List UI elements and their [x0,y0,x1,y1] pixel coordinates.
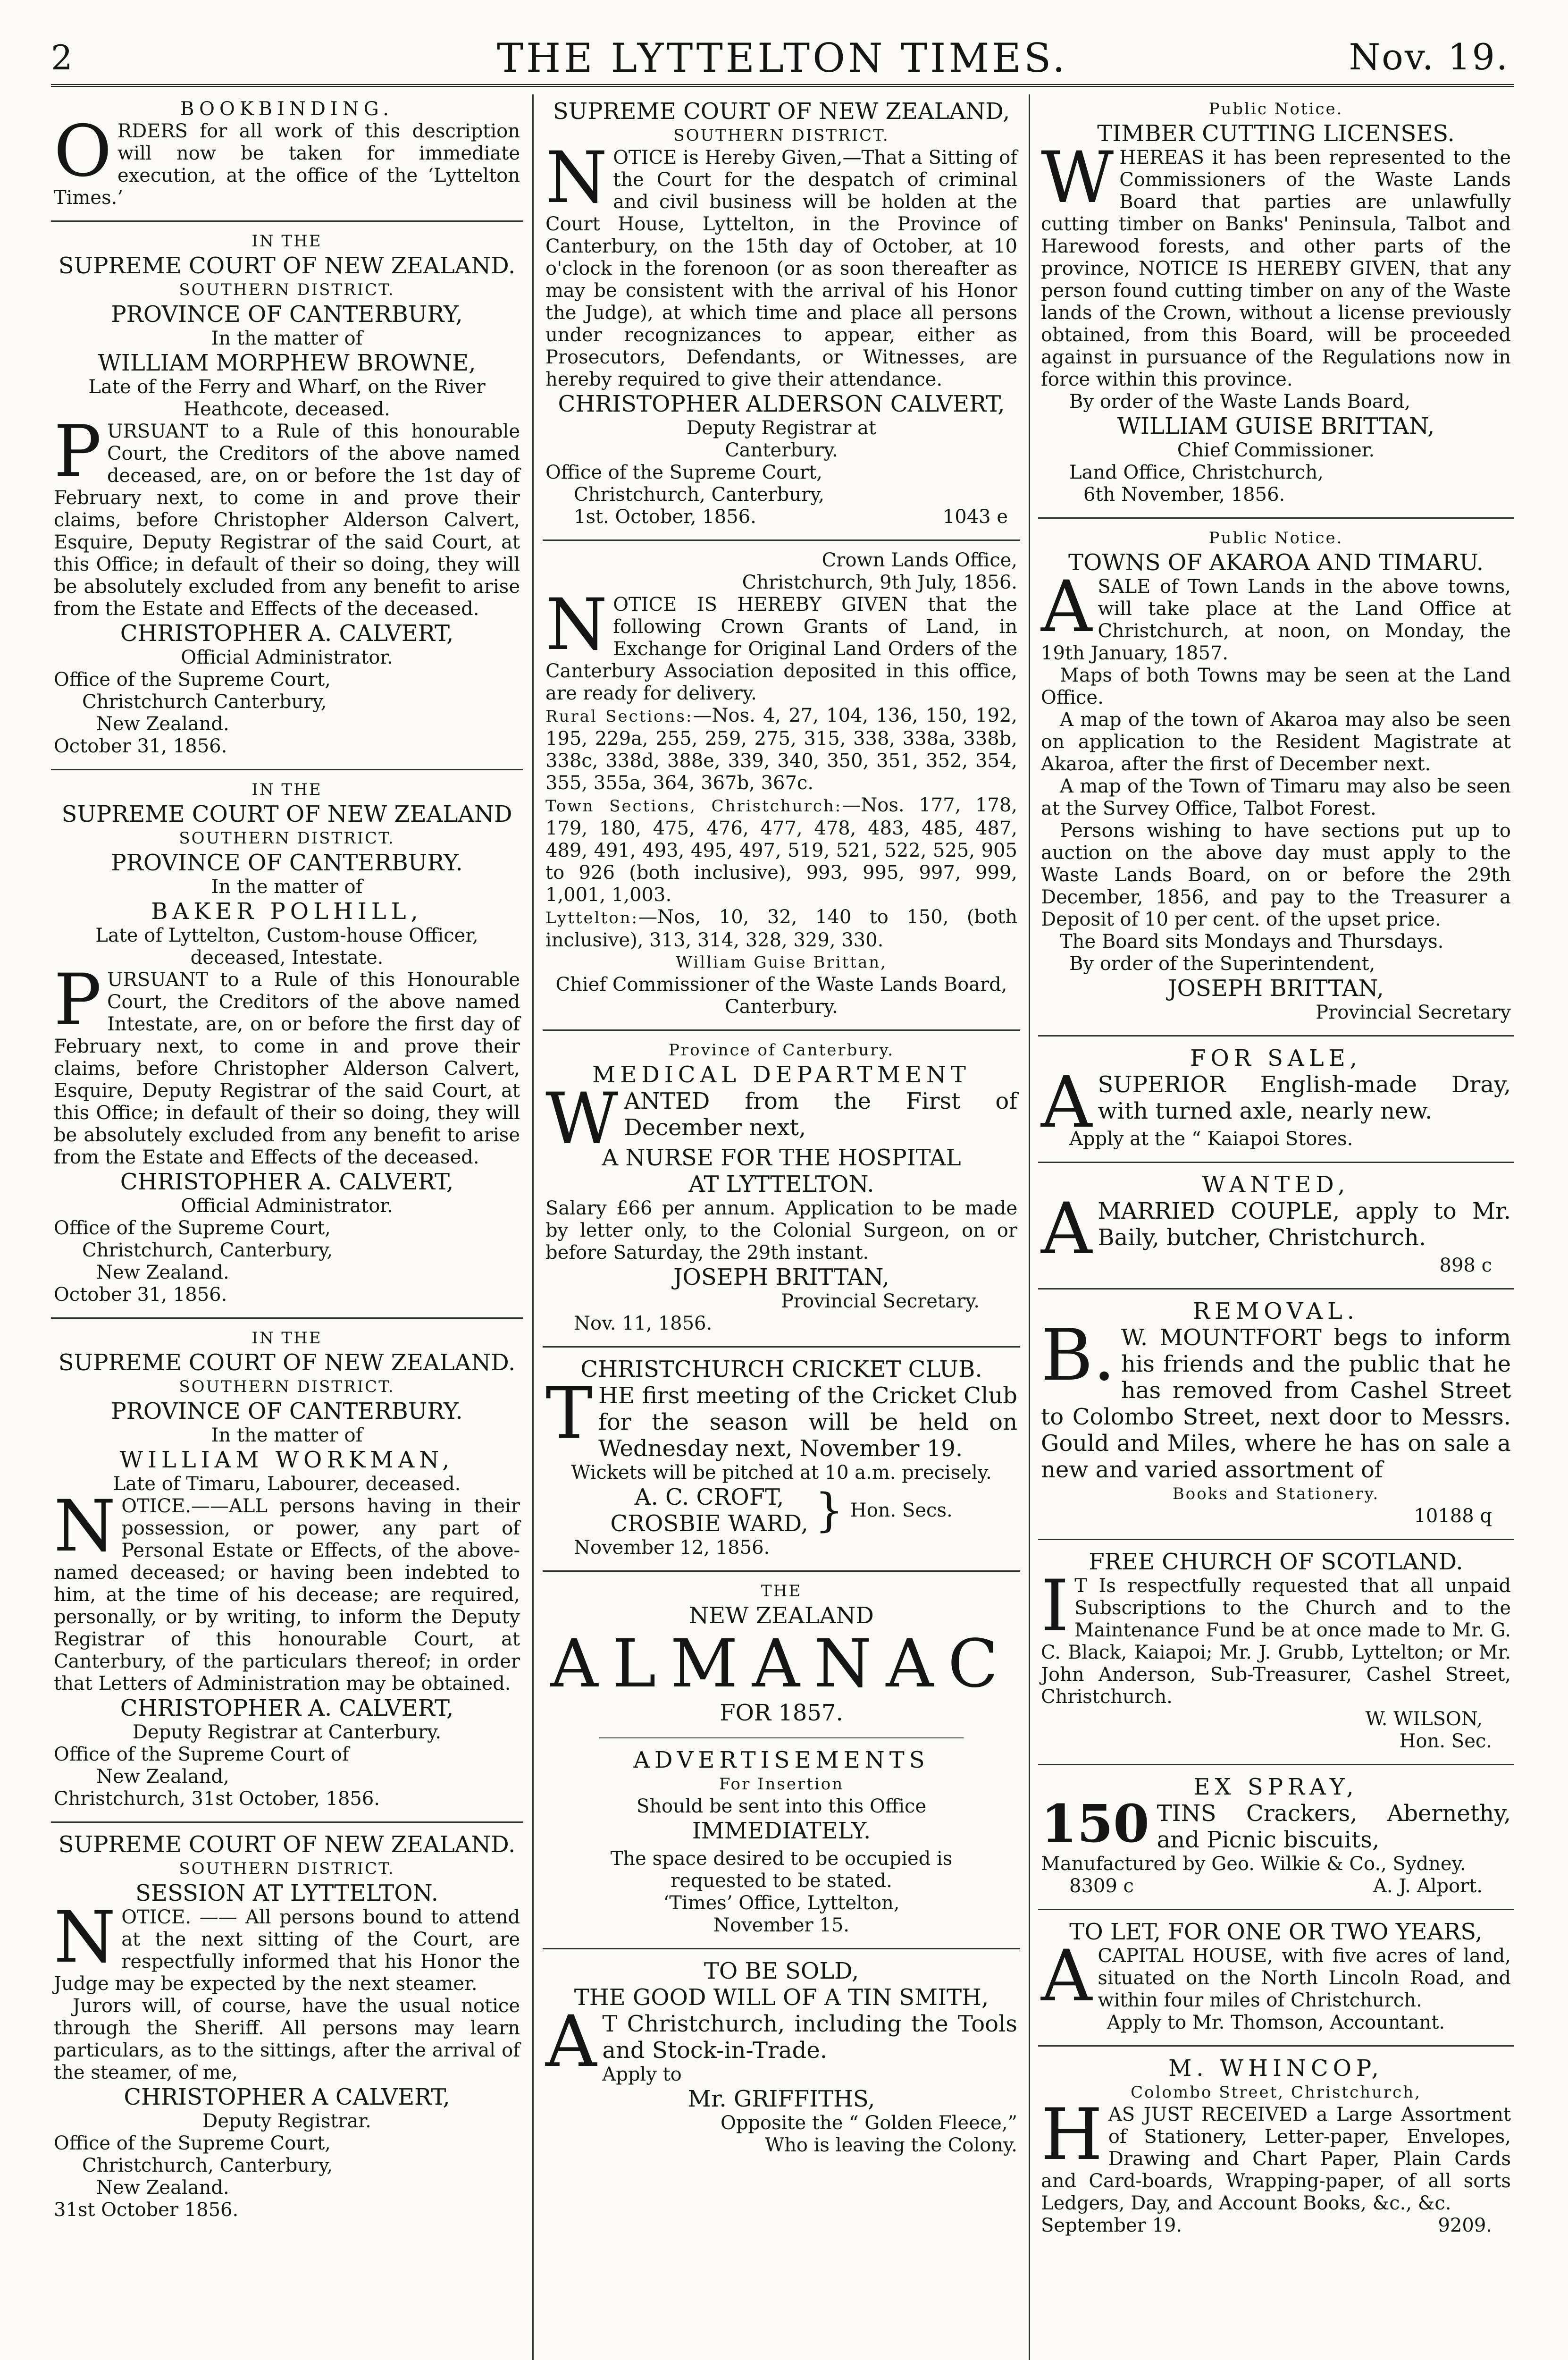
removal-ad [1038,1294,1514,1534]
deceased-description: Late of the Ferry and Wharf, on the River Heathcote, deceased. [88,376,486,420]
court-heading: SUPREME COURT OF NEW ZEALAND. [58,1831,516,1858]
in-the-label: IN THE [252,232,322,251]
matter-label: In the matter of [211,1424,363,1446]
dropcap: N [545,584,608,666]
ex-spray-ad [1038,1770,1514,1904]
divider [1038,2045,1514,2047]
position-line-1: A NURSE FOR THE HOSPITAL [602,1145,961,1171]
manufacturer-line: Manufactured by Geo. Wilkie & Co., Sydney. [1041,1853,1466,1875]
ad-text: CAPITAL HOUSE, with five acres of land, situated on the North Lincoln Road, and within four miles of Christchurch. [1098,1945,1511,2011]
town-sections: —Nos. 177, 178, 179, 180, 475, 476, 477, 478, 483, 485, 487, 489, 491, 493, 495, 497, 519, 521, 522, 525, 905 to 926 (both inclusive), 993, 995, 997, 999, 1,001, 1,003. [545,794,1017,906]
divider [1038,1288,1514,1290]
signer-role: Chief Commissioner. [1177,439,1375,461]
wickets-text: Wickets will be pitched at 10 a.m. precisely. [571,1462,992,1483]
signer-role: Hon. Sec. [1399,1730,1492,1752]
divider [543,539,1020,541]
office-line: Crown Lands Office, [822,549,1017,571]
dropcap: A [1041,1062,1092,1144]
divider [1038,517,1514,519]
divider [51,1317,523,1319]
board-sits-text: The Board sits Mondays and Thursdays. [1060,931,1444,952]
ad-reference: 1043 e [942,506,1008,528]
signer-name: CHRISTOPHER A CALVERT, [124,2084,450,2110]
ad-text: T Is respectfully requested that all unpaid Subscriptions to the Church and to the Maintenance Fund be at once made to Mr. G. C. Black, Kaiapoi; Mr. J. Grubb, Lyttelton; or Mr. John Anderson, Sub-Treasurer, Cashel Street, Christchurch. [1041,1575,1511,1708]
medical-department-ad [543,1036,1020,1341]
deceased-description: Late of Timaru, Labourer, deceased. [113,1473,461,1495]
signer-role: Official Administrator. [181,647,393,668]
apply-line: Apply to Mr. Thomson, Accountant. [1107,2012,1445,2033]
divider [543,1029,1020,1031]
district-label: SOUTHERN DISTRICT. [673,126,889,145]
dropcap: N [545,137,608,219]
tinsmith-ad [543,1954,1020,2163]
dropcap: I [1041,1565,1069,1647]
workman-notice [51,1323,523,1817]
divider [51,1821,523,1823]
adverts-text: Should be sent into this Office [636,1795,927,1817]
free-church-ad [1038,1545,1514,1759]
secretary-name-2: CROSBIE WARD, [610,1510,808,1537]
signer-name: CHRISTOPHER A. CALVERT, [120,620,454,647]
place-line: Canterbury. [725,996,838,1018]
ad-reference: 10188 q [1414,1505,1492,1527]
for-sale-ad [1038,1041,1514,1157]
office-line: Office of the Supreme Court, [54,2132,331,2154]
contact-name: Mr. GRIFFITHS, [688,2086,875,2112]
deceased-name: BAKER POLHILL, [151,898,423,925]
province-heading: PROVINCE OF CANTERBURY. [111,850,463,876]
adverts-immediately: IMMEDIATELY. [692,1818,871,1844]
district-label: SOUTHERN DISTRICT. [179,280,395,299]
district-label: SOUTHERN DISTRICT. [179,1377,395,1396]
notice-date: November 15. [713,1914,849,1936]
notice-text: OTICE is Hereby Given,—That a Sitting of the Court for the despatch of criminal and civil business will be holden at the Court House, Lyttelton, in the Province of Canterbury, on the 15th day of October, at 10 o'clock in the forenoon (or as soon thereafter as may be consistent with the arrival of his Honor the Judge), at which time and place all persons under recognizances to appear, either as Prosecutors, Defendants, or Witnesses, are hereby required to give their attendance. [545,147,1017,390]
crown-grants-notice [543,546,1020,1025]
notice-text: URSUANT to a Rule of this Honourable Court, the Creditors of the above named Intestate, are, on or before the first day of February next, to come in and prove their claims, before Christopher Alderson Calvert, Esquire, Deputy Registrar of the said Court, at this Office; in default of their so doing, they will be absolutely excluded from any benefit to arise from the Estate and Effects of the deceased. [54,969,520,1168]
notice-date: October 31, 1856. [54,735,227,757]
dropcap: P [54,411,101,493]
signer-name: JOSEPH BRITTAN, [673,1264,889,1290]
books-line: Books and Stationery. [1172,1484,1380,1503]
country-line: New Zealand. [96,1262,229,1283]
dropcap: W [1041,137,1114,219]
divider [1038,1764,1514,1765]
ad-title: TO LET, FOR ONE OR TWO YEARS, [1069,1919,1483,1945]
divider [1038,1909,1514,1910]
divider [51,769,523,770]
adverts-subtitle: For Insertion [719,1775,844,1794]
office-line: Office of the Supreme Court, [54,669,331,691]
notice-date: 31st October 1856. [54,2199,239,2221]
signer-name: William Guise Brittan, [676,953,887,972]
auction-text: Persons wishing to have sections put up to auction on the above day must apply to the Waste Lands Board, on or before the 29th December, 1856, and pay to the Treasurer a Deposit of 10 per cent. of the upset price. [1041,820,1511,930]
page-number: 2 [51,38,73,77]
adverts-title: ADVERTISEMENTS [633,1747,930,1773]
lyttelton-label: Lyttelton: [545,909,638,927]
district-label: SOUTHERN DISTRICT. [179,1859,395,1878]
ad-reference: 898 c [1439,1255,1492,1276]
office-line: Land Office, Christchurch, [1069,462,1324,483]
column-rule-1 [532,94,534,2360]
whincop-ad [1038,2051,1514,2243]
column-rule-2 [1029,94,1030,2360]
lyttelton-sections: —Nos, 10, 32, 140 to 150, (both inclusive), 313, 314, 328, 329, 330. [545,906,1017,951]
order-line: By order of the Superintendent, [1069,953,1375,975]
court-sitting-notice [543,94,1020,535]
apply-line: Apply at the “ Kaiapoi Stores. [1069,1128,1353,1150]
notice-date: Nov. 11, 1856. [574,1313,713,1334]
ad-text: SUPERIOR English-made Dray, with turned axle, nearly new. [1098,1071,1511,1124]
matter-label: In the matter of [211,328,363,349]
province-heading: PROVINCE OF CANTERBURY. [111,1398,463,1424]
signer-role: Provincial Secretary [1316,1002,1511,1023]
salary-text: Salary £66 per annum. Application to be made by letter only, to the Colonial Surgeon, on or before Saturday, the 29th instant. [545,1197,1017,1264]
ad-title: FOR SALE, [1190,1045,1362,1071]
notice-text: HEREAS it has been represented to the Commissioners of the Waste Lands Board that parties are unlawfully cutting timber on Banks' Peninsula, Talbot and Harewood forests, and other parts of the province, NOTICE IS HEREBY GIVEN, that any person found cutting timber on any of the Waste lands of the Crown, without a license previously obtained, from this Board, will be proceeded against in pursuance of the Regulations now in force within this province. [1041,147,1511,390]
country-line: New Zealand, [96,1766,229,1787]
notice-kicker: Public Notice. [1208,529,1343,548]
deceased-description: Late of Lyttelton, Custom-house Officer, deceased, Intestate. [95,925,478,969]
province-heading: PROVINCE OF CANTERBURY, [111,301,463,328]
signer-name: W. WILSON, [1365,1708,1483,1730]
signer-name: A. J. Alport. [1373,1875,1483,1897]
signer-role: Official Administrator. [181,1195,393,1217]
bookbinding-text: RDERS for all work of this description will now be taken for immediate execution, at the office of the ‘Lyttelton Times.’ [54,120,520,209]
contact-place: Opposite the “ Golden Fleece,” [721,2112,1017,2134]
position-line-2: AT LYTTELTON. [688,1171,874,1197]
advertisements-notice [543,1743,1020,1943]
divider [1038,1539,1514,1540]
court-heading: SUPREME COURT OF NEW ZEALAND. [58,253,516,279]
session-title: SESSION AT LYTTELTON. [135,1880,438,1906]
issue-date: Nov. 19. [1349,36,1509,78]
bookbinding-ad [51,94,523,216]
notice-text: URSUANT to a Rule of this honourable Court, the Creditors of the above named deceased, are, on or before the 1st day of February next, to come in and prove their claims, before Christopher Alderson Calvert, Esquire, Deputy Registrar of the said Court, at this Office; in default of their so doing, they will be absolutely excluded from any benefit to arise from the Estate and Effects of the deceased. [54,421,520,620]
notice-date: 1st. October, 1856. [574,506,756,528]
signer-role: Provincial Secretary. [780,1290,980,1312]
divider [543,1346,1020,1348]
dropcap: A [1041,566,1092,648]
dropcap: N [54,1896,116,1979]
notice-text: SALE of Town Lands in the above towns, will take place at the Land Office at Christchurch, at noon, on Monday, the 19th January, 1857. [1041,576,1511,664]
column-1 [51,94,523,2360]
place-line: Christchurch Canterbury, [82,691,327,713]
ad-title: EX SPRAY, [1193,1774,1358,1800]
masthead [51,28,1514,80]
department-heading: MEDICAL DEPARTMENT [592,1062,971,1088]
place-line: Christchurch, Canterbury, [82,2155,333,2176]
place-line: Christchurch, Canterbury, [82,1239,333,1261]
bookbinding-heading: BOOKBINDING. [180,98,394,120]
country-line: New Zealand. [96,713,229,735]
dropcap: A [1041,1188,1092,1270]
almanac-ad [543,1576,1020,1733]
header-rule [51,84,1514,87]
office-line: ‘Times’ Office, Lyttelton, [663,1892,900,1914]
column-3 [1038,94,1514,2360]
ad-title: REMOVAL. [1192,1298,1359,1324]
dropcap: O [54,110,112,193]
almanac-the: THE [761,1582,802,1601]
in-the-label: IN THE [252,780,322,799]
notice-text: OTICE IS HEREBY GIVEN that the following Crown Grants of Land, in Exchange for Original Land Orders of the Canterbury Association deposited in this office, are ready for delivery. [545,594,1017,704]
divider [1038,1035,1514,1037]
newspaper-title: THE LYTTELTON TIMES. [497,35,1068,81]
signer-name: CHRISTOPHER ALDERSON CALVERT, [558,391,1005,417]
dropcap: W [545,1078,619,1160]
notice-date: Christchurch, 9th July, 1856. [742,572,1017,593]
dropcap: H [1041,2094,1103,2176]
dropcap: A [1041,1935,1092,2017]
dropcap: A [545,2001,597,2083]
court-heading: SUPREME COURT OF NEW ZEALAND, [553,98,1010,125]
signer-role: Deputy Registrar. [202,2110,371,2132]
adverts-space-text: The space desired to be occupied is requested to be stated. [610,1848,953,1892]
notice-text: OTICE.——ALL persons having in their possession, or power, any part of Personal Estate or Effects, of the above-named deceased; or having been indebted to him, at the time of his decease; are required, personally, or by writing, to inform the Deputy Registrar of this honourable Court, at Canterbury, of the particulars thereof; in order that Letters of Administration may be obtained. [54,1495,520,1694]
cricket-title: CHRISTCHURCH CRICKET CLUB. [580,1356,982,1382]
country-line: New Zealand. [96,2177,229,2199]
ad-subtitle: Colombo Street, Christchurch, [1131,2083,1421,2102]
office-line: Office of the Supreme Court, [545,462,822,483]
session-notice [51,1828,523,2228]
sale-title-1: TO BE SOLD, [704,1958,859,1984]
deceased-name: WILLIAM WORKMAN, [119,1447,454,1473]
maps-text: Maps of both Towns may be seen at the Land Office. [1041,665,1511,708]
signer-name: JOSEPH BRITTAN, [1168,975,1384,1002]
district-label: SOUTHERN DISTRICT. [179,829,395,848]
province-label: Province of Canterbury. [668,1041,895,1060]
almanac-year: FOR 1857. [720,1700,843,1726]
ad-text: MARRIED COUPLE, apply to Mr. Baily, butcher, Christchurch. [1098,1198,1511,1251]
notice-date: November 12, 1856. [574,1537,770,1559]
dropcap: B. [1041,1315,1115,1397]
dropcap: T [545,1373,593,1455]
notice-text: OTICE. —— All persons bound to attend at the next sitting of the Court, are respectfully informed that his Honor the Judge may be expected by the next steamer. [54,1906,520,1995]
dropcap: P [54,959,101,1041]
divider [543,1570,1020,1572]
ad-text: TINS Crackers, Abernethy, and Picnic biscuits, [1157,1800,1511,1853]
cricket-club-ad [543,1352,1020,1566]
almanac-subtitle: NEW ZEALAND [689,1602,874,1629]
secretaries-role: Hon. Secs. [850,1499,953,1521]
divider [51,220,523,222]
apply-line: Apply to [602,2064,682,2085]
akaroa-map-text: A map of the town of Akaroa may also be seen on application to the Resident Magistrate at Akaroa, after the first of December next. [1041,709,1511,775]
quantity-number: 150 [1041,1793,1149,1854]
ad-title: M. WHINCOP, [1168,2055,1384,2082]
court-heading: SUPREME COURT OF NEW ZEALAND [61,801,512,827]
notice-text: HE first meeting of the Cricket Club for the season will be held on Wednesday next, November 19. [598,1382,1017,1462]
office-line: Office of the Supreme Court of [54,1744,349,1765]
signer-name: CHRISTOPHER A. CALVERT, [120,1169,454,1195]
order-line: By order of the Waste Lands Board, [1069,391,1411,413]
almanac-title: ALMANAC [550,1626,1013,1703]
notice-date: October 31, 1856. [54,1284,227,1306]
column-2 [543,94,1020,2360]
rural-label: Rural Sections: [545,707,693,726]
notice-date: 6th November, 1856. [1083,484,1285,506]
in-the-label: IN THE [252,1329,322,1348]
polhill-notice [51,775,523,1313]
signer-role: Deputy Registrar at [686,417,876,439]
notice-kicker: Public Notice. [1208,100,1343,118]
matter-label: In the matter of [211,876,363,898]
ad-reference: 8309 c [1069,1875,1134,1897]
ad-title: FREE CHURCH OF SCOTLAND. [1089,1549,1463,1575]
secretaries [545,1484,1017,1537]
leaving-note: Who is leaving the Colony. [764,2134,1017,2156]
deceased-name: WILLIAM MORPHEW BROWNE, [98,350,476,376]
akaroa-timaru-notice [1038,523,1514,1030]
brace-glyph: } [814,1484,844,1537]
town-label: Town Sections, Christchurch: [545,797,842,816]
ad-text: W. MOUNTFORT begs to inform his friends and the public that he has removed from Cashel Street to Colombo Street, next door to Messrs. Gould and Miles, where he has on sale a new and varied assortment of [1041,1324,1511,1483]
notice-text: T Christchurch, including the Tools and Stock-in-Trade. [602,2011,1017,2064]
short-divider [599,1737,964,1738]
place-line: Canterbury. [725,439,838,461]
notice-date: Christchurch, 31st October, 1856. [54,1788,380,1810]
notice-text-2: Jurors will, of course, have the usual notice through the Sheriff. All persons may learn particulars, as to the sittings, after the arrival of the steamer, of me, [54,1995,520,2083]
ad-reference: 9209. [1438,2215,1492,2236]
notice-date: September 19. [1041,2215,1182,2236]
timber-licenses-notice [1038,94,1514,513]
notice-title: TOWNS OF AKAROA AND TIMARU. [1068,549,1484,576]
to-let-ad [1038,1915,1514,2040]
court-heading: SUPREME COURT OF NEW ZEALAND. [58,1349,516,1376]
office-line: Office of the Supreme Court, [54,1217,331,1239]
office-place-line: Christchurch, Canterbury, [574,484,825,506]
rural-sections: —Nos. 4, 27, 104, 136, 150, 192, 195, 229a, 255, 259, 275, 315, 338, 338a, 338b, 338c, 338d, 388e, 339, 340, 350, 351, 352, 354, 355, 355a, 364, 367b, 367c. [545,705,1017,794]
divider [543,1948,1020,1949]
sale-title-2: THE GOOD WILL OF A TIN SMITH, [574,1984,989,2011]
signer-name: CHRISTOPHER A. CALVERT, [120,1695,454,1721]
dropcap: N [54,1485,116,1568]
browne-notice [51,227,523,764]
secretary-name-1: A. C. CROFT, [634,1484,784,1510]
notice-title: TIMBER CUTTING LICENSES. [1097,120,1455,147]
signer-role: Deputy Registrar at Canterbury. [132,1721,442,1743]
notice-text: ANTED from the First of December next, [624,1088,1017,1141]
divider [1038,1162,1514,1163]
wanted-ad [1038,1168,1514,1283]
signer-name: WILLIAM GUISE BRITTAN, [1117,413,1435,439]
signer-role: Chief Commissioner of the Waste Lands Board, [555,974,1007,995]
ad-title: WANTED, [1202,1172,1350,1198]
ad-text: AS JUST RECEIVED a Large Assortment of Stationery, Letter-paper, Envelopes, Drawing and Chart Paper, Plain Cards and Card-boards, Wrapping-paper, of all sorts Ledgers, Day, and Account Books, &c., &c. [1041,2104,1511,2214]
timaru-map-text: A map of the Town of Timaru may also be seen at the Survey Office, Talbot Forest. [1041,775,1511,819]
